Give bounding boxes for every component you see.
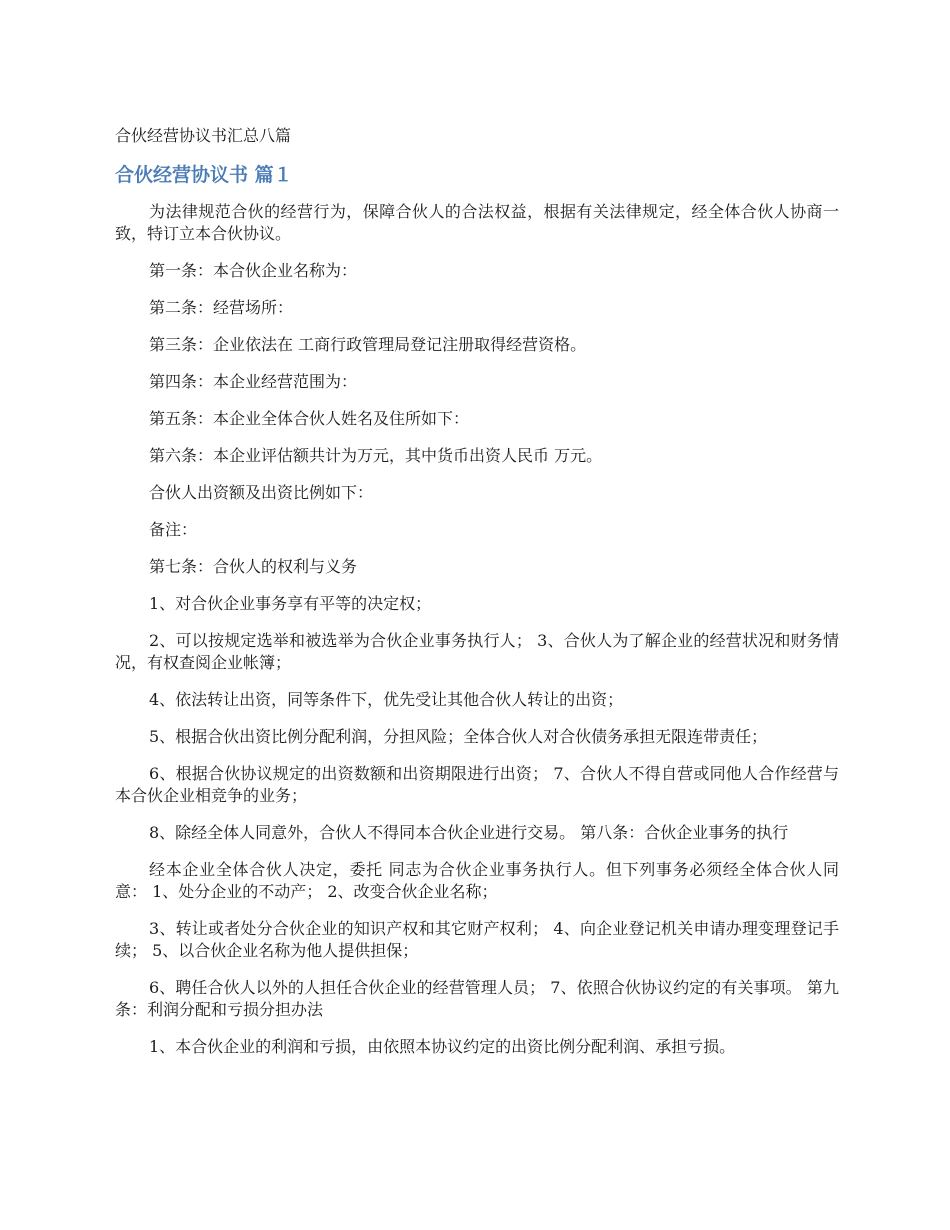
paragraph-contribution: 合伙人出资额及出资比例如下： bbox=[149, 483, 374, 502]
paragraph-item: 8、除经全体人同意外，合伙人不得同本合伙企业进行交易。 第八条：合伙企业事务的执行 bbox=[149, 823, 789, 842]
paragraph-intro: 为法律规范合伙的经营行为，保障合伙人的合法权益，根据有关法律规定，经全体合伙人协商一致，特订立本合伙协议。 bbox=[115, 202, 839, 243]
paragraph-article-9-item: 1、本合伙企业的利润和亏损，由依照本协议约定的出资比例分配利润、承担亏损。 bbox=[149, 1037, 736, 1056]
paragraph-article-3: 第三条：企业依法在 工商行政管理局登记注册取得经营资格。 bbox=[149, 335, 587, 354]
paragraph-article-6: 第六条：本企业评估额共计为万元，其中货币出资人民币 万元。 bbox=[149, 446, 603, 465]
paragraph-article-7: 第七条：合伙人的权利与义务 bbox=[149, 557, 358, 576]
paragraph-item: 5、根据合伙出资比例分配利润，分担风险；全体合伙人对合伙债务承担无限连带责任； bbox=[149, 727, 768, 746]
paragraph-article-4: 第四条：本企业经营范围为： bbox=[149, 372, 358, 391]
paragraph-item: 3、转让或者处分合伙企业的知识产权和其它财产权利； 4、向企业登记机关申请办理变理登记手续； 5、以合伙企业名称为他人提供担保； bbox=[115, 919, 839, 960]
section-heading: 合伙经营协议书 篇１ bbox=[115, 164, 293, 186]
paragraph-item: 4、依法转让出资，同等条件下，优先受让其他合伙人转让的出资； bbox=[149, 690, 624, 709]
paragraph-article-5: 第五条：本企业全体合伙人姓名及住所如下： bbox=[149, 409, 470, 428]
document-body bbox=[115, 201, 839, 1058]
paragraph-article-1: 第一条：本合伙企业名称为： bbox=[149, 261, 358, 280]
paragraph-remarks: 备注： bbox=[149, 520, 198, 539]
paragraph-item: 1、对合伙企业事务享有平等的决定权； bbox=[149, 594, 432, 613]
paragraph-item: 2、可以按规定选举和被选举为合伙企业事务执行人； 3、合伙人为了解企业的经营状况和财务情况，有权查阅企业帐簿； bbox=[115, 631, 839, 672]
paragraph-article-8-body: 经本企业全体合伙人决定，委托 同志为合伙企业事务执行人。但下列事务必须经全体合伙人同意： 1、处分企业的不动产； 2、改变合伙企业名称； bbox=[115, 860, 839, 901]
paragraph-article-2: 第二条：经营场所： bbox=[149, 298, 294, 317]
document-page bbox=[115, 124, 839, 1073]
paragraph-item: 6、聘任合伙人以外的人担任合伙企业的经营管理人员； 7、依照合伙协议约定的有关事项。 第九条：利润分配和亏损分担办法 bbox=[115, 978, 839, 1019]
document-title: 合伙经营协议书汇总八篇 bbox=[115, 126, 292, 145]
paragraph-item: 6、根据合伙协议规定的出资数额和出资期限进行出资； 7、合伙人不得自营或同他人合作经营与本合伙企业相竞争的业务； bbox=[115, 764, 839, 805]
